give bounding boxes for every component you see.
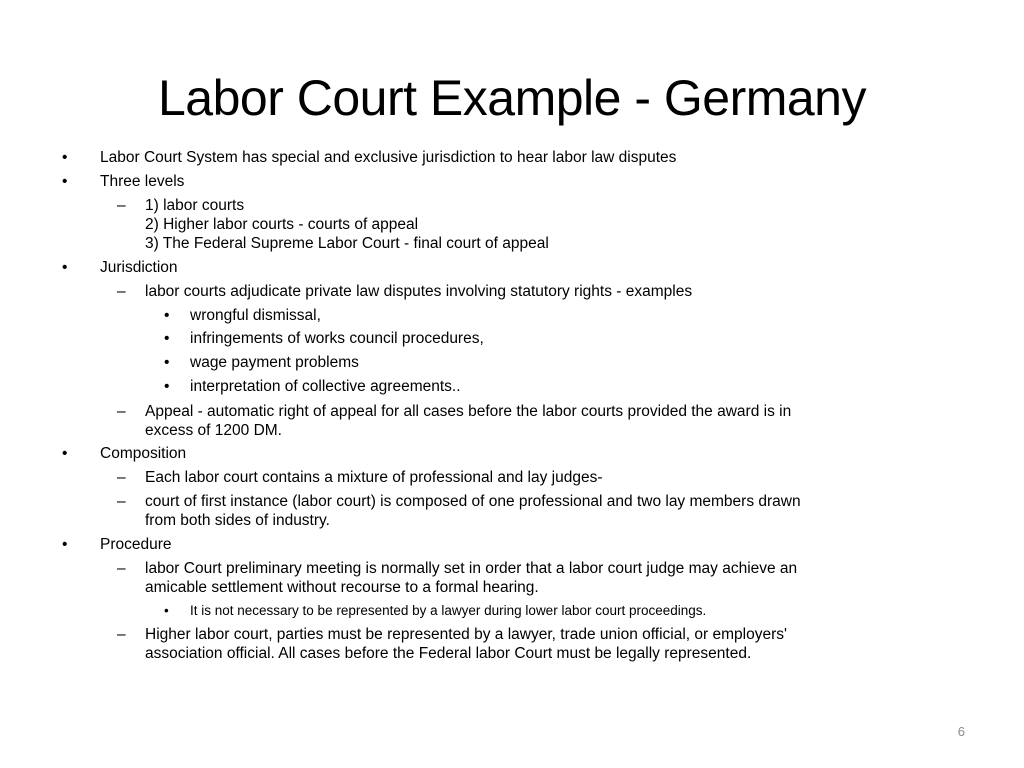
sub-bullet-text: labor Court preliminary meeting is normally set in order that a labor court judge may achieve an <box>145 560 798 577</box>
sub-sub-bullet-text: interpretation of collective agreements.. <box>190 378 461 395</box>
sub-bullet-text: association official. All cases before the Federal labor Court must be legally represented. <box>145 645 752 662</box>
sub-bullet-marker: – <box>117 283 126 300</box>
sub-bullet-text: 1) labor courts <box>145 197 245 214</box>
sub-sub-bullet-text: It is not necessary to be represented by a lawyer during lower labor court proceedings. <box>190 603 707 618</box>
bullet-marker: • <box>62 259 68 276</box>
bullet-text: Jurisdiction <box>100 259 178 276</box>
bullet-marker: • <box>62 445 68 462</box>
sub-bullet-marker: – <box>117 626 126 643</box>
sub-sub-bullet-marker: • <box>164 354 170 371</box>
bullet-marker: • <box>62 173 68 190</box>
sub-sub-bullet-marker: • <box>164 603 169 618</box>
bullet-text: Composition <box>100 445 187 462</box>
sub-sub-bullet-marker: • <box>164 307 170 324</box>
sub-bullet-text: labor courts adjudicate private law disputes involving statutory rights - examples <box>145 283 693 300</box>
sub-bullet-text: Appeal - automatic right of appeal for all cases before the labor courts provided the award is in <box>145 403 792 420</box>
sub-sub-bullet-text: wrongful dismissal, <box>190 307 321 324</box>
sub-bullet-text: court of first instance (labor court) is composed of one professional and two lay members drawn <box>145 493 801 510</box>
sub-bullet-text: amicable settlement without recourse to a formal hearing. <box>145 579 539 596</box>
sub-bullet-marker: – <box>117 197 126 214</box>
sub-sub-bullet-text: wage payment problems <box>190 354 359 371</box>
sub-bullet-marker: – <box>117 469 126 486</box>
bullet-text: Procedure <box>100 536 172 553</box>
page-number: 6 <box>957 724 965 739</box>
sub-bullet-text: excess of 1200 DM. <box>145 422 282 439</box>
bullet-marker: • <box>62 149 68 166</box>
sub-sub-bullet-marker: • <box>164 378 170 395</box>
sub-bullet-text: from both sides of industry. <box>145 512 330 529</box>
sub-bullet-text: 3) The Federal Supreme Labor Court - final court of appeal <box>145 235 549 252</box>
sub-bullet-text: Higher labor court, parties must be represented by a lawyer, trade union official, or employers' <box>145 626 787 643</box>
sub-sub-bullet-marker: • <box>164 330 170 347</box>
sub-bullet-text: 2) Higher labor courts - courts of appeal <box>145 216 419 233</box>
sub-bullet-text: Each labor court contains a mixture of professional and lay judges- <box>145 469 603 486</box>
sub-sub-bullet-text: infringements of works council procedures, <box>190 330 484 347</box>
slide-title: Labor Court Example - Germany <box>157 70 866 126</box>
bullet-text: Three levels <box>100 173 185 190</box>
sub-bullet-marker: – <box>117 560 126 577</box>
bullet-text: Labor Court System has special and exclusive jurisdiction to hear labor law disputes <box>100 149 677 166</box>
sub-bullet-marker: – <box>117 403 126 420</box>
sub-bullet-marker: – <box>117 493 126 510</box>
bullet-marker: • <box>62 536 68 553</box>
